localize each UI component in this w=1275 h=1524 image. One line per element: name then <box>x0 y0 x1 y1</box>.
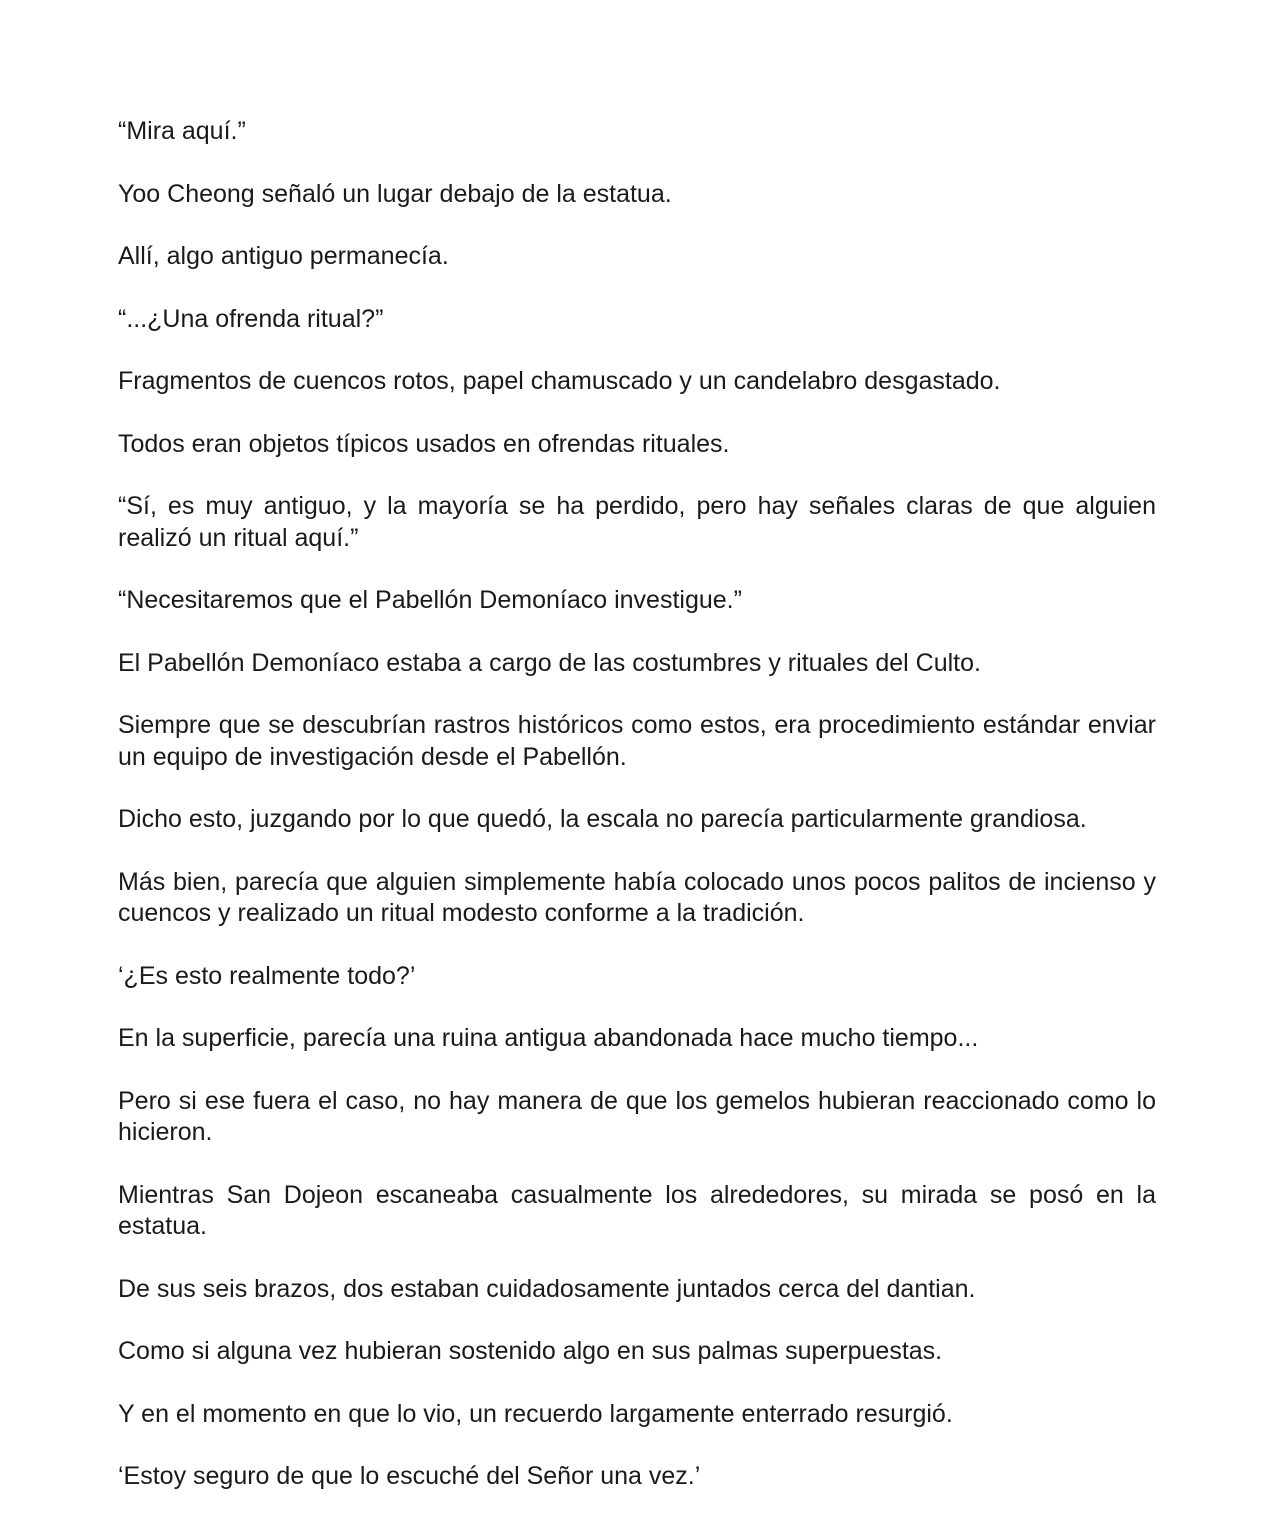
paragraph-3: Allí, algo antiguo permanecía. <box>118 242 449 270</box>
paragraph-16: Mientras San Dojeon escaneaba casualmente los alrededores, su mirada se posó en la estatua. <box>118 1180 1156 1240</box>
paragraph-1: “Mira aquí.” <box>118 117 246 145</box>
paragraph-10: Siempre que se descubrían rastros históricos como estos, era procedimiento estándar enviar un equipo de investigación desde el Pabellón. <box>118 711 1156 771</box>
paragraph-7: “Sí, es muy antiguo, y la mayoría se ha perdido, pero hay señales claras de que alguien realizó un ritual aquí.” <box>118 492 1156 552</box>
paragraph-12: Más bien, parecía que alguien simplemente había colocado unos pocos palitos de incienso y cuencos y realizado un ritual modesto conforme a la tradición. <box>118 867 1156 927</box>
paragraph-4: “...¿Una ofrenda ritual?” <box>118 304 384 333</box>
paragraph-5: Fragmentos de cuencos rotos, papel chamuscado y un candelabro desgastado. <box>118 367 1001 395</box>
paragraph-8: “Necesitaremos que el Pabellón Demoníaco investigue.” <box>118 586 742 614</box>
paragraph-6: Todos eran objetos típicos usados en ofrendas rituales. <box>118 429 730 458</box>
paragraph-17: De sus seis brazos, dos estaban cuidadosamente juntados cerca del dantian. <box>118 1274 976 1303</box>
paragraph-18: Como si alguna vez hubieran sostenido algo en sus palmas superpuestas. <box>118 1337 943 1365</box>
paragraph-13: ‘¿Es esto realmente todo?’ <box>118 961 416 990</box>
paragraph-11: Dicho esto, juzgando por lo que quedó, la escala no parecía particularmente grandiosa. <box>118 805 1087 833</box>
paragraph-9: El Pabellón Demoníaco estaba a cargo de las costumbres y rituales del Culto. <box>118 648 981 677</box>
paragraph-2: Yoo Cheong señaló un lugar debajo de la estatua. <box>118 179 672 208</box>
document-page <box>118 116 1156 1524</box>
paragraph-14: En la superficie, parecía una ruina antigua abandonada hace mucho tiempo... <box>118 1024 979 1052</box>
paragraph-19: Y en el momento en que lo vio, un recuerdo largamente enterrado resurgió. <box>118 1399 953 1428</box>
paragraph-15: Pero si ese fuera el caso, no hay manera de que los gemelos hubieran reaccionado como lo hicieron. <box>118 1086 1156 1146</box>
paragraph-20: ‘Estoy seguro de que lo escuché del Señor una vez.’ <box>118 1462 701 1490</box>
